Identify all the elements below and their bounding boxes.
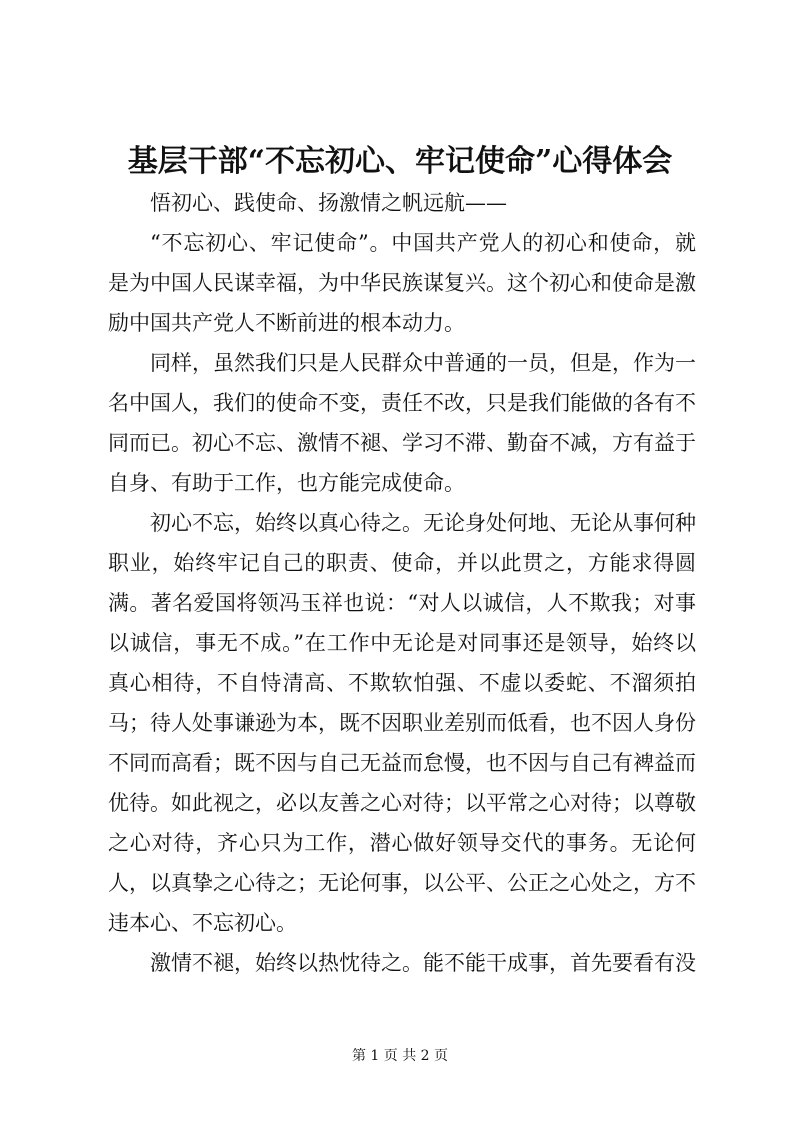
page-number-label: 第 1 页 共 2 页 (351, 1048, 449, 1064)
paragraph: 同样，虽然我们只是人民群众中普通的一员，但是，作为一名中国人，我们的使命不变，责任不改，只是我们能做的各有不同而已。初心不忘、激情不褪、学习不滞、勤奋不减，方有益于自身、有助于工作，也方能完成使命。 (108, 351, 696, 495)
document-body (108, 183, 696, 983)
paragraph: 激情不褪，始终以热忱待之。能不能干成事，首先要看有没 (150, 951, 696, 975)
document-title: 基层干部“不忘初心、牢记使命”心得体会 (127, 144, 673, 179)
paragraph: “不忘初心、牢记使命”。中国共产党人的初心和使命，就是为中国人民谋幸福，为中华民族谋复兴。这个初心和使命是激励中国共产党人不断前进的根本动力。 (108, 231, 696, 335)
paragraph: 悟初心、践使命、扬激情之帆远航—— (150, 191, 507, 215)
page-footer (0, 1046, 800, 1066)
paragraph: 初心不忘，始终以真心待之。无论身处何地、无论从事何种职业，始终牢记自己的职责、使命，并以此贯之，方能求得圆满。著名爱国将领冯玉祥也说：“对人以诚信，人不欺我；对事以诚信，事无不成。”在工作中无论是对同事还是领导，始终以真心相待，不自恃清高、不欺软怕强、不虚以委蛇、不溜须拍马；待人处事谦逊为本，既不因职业差别而低看，也不因人身份不同而高看；既不因与自己无益而怠慢，也不因与自己有裨益而优待。如此视之，必以友善之心对待；以平常之心对待；以尊敬之心对待，齐心只为工作，潜心做好领导交代的事务。无论何人，以真挚之心待之；无论何事，以公平、公正之心处之，方不违本心、不忘初心。 (108, 511, 696, 935)
